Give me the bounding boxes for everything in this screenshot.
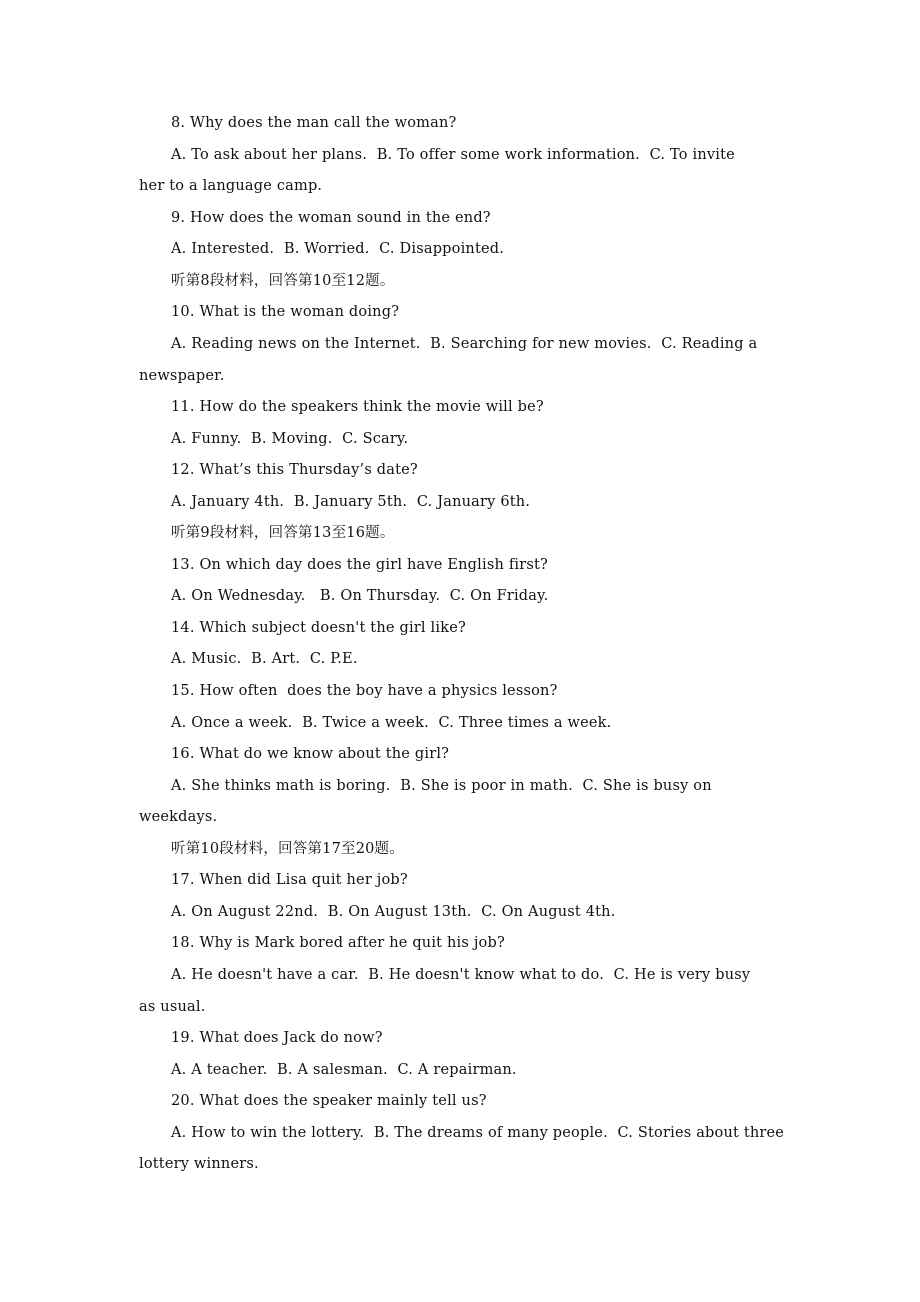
options-8-continued: her to a language camp.: [139, 178, 323, 194]
options-13: A. On Wednesday. B. On Thursday. C. On Friday.: [171, 588, 549, 604]
options-14: A. Music. B. Art. C. P.E.: [171, 651, 358, 667]
section-heading-9: 听第9段材料，回答第13至16题。: [171, 525, 395, 541]
options-10-continued: newspaper.: [139, 368, 225, 384]
options-15: A. Once a week. B. Twice a week. C. Three times a week.: [171, 715, 612, 731]
section-heading-8: 听第8段材料，回答第10至12题。: [171, 273, 395, 289]
question-20: 20. What does the speaker mainly tell us?: [171, 1093, 487, 1109]
options-20-continued: lottery winners.: [139, 1156, 259, 1172]
options-8: A. To ask about her plans. B. To offer some work information. C. To invite: [171, 147, 735, 163]
options-18: A. He doesn't have a car. B. He doesn't know what to do. C. He is very busy: [171, 967, 751, 983]
question-12: 12. What’s this Thursday’s date?: [171, 462, 418, 478]
options-19: A. A teacher. B. A salesman. C. A repairman.: [171, 1062, 517, 1078]
options-16-continued: weekdays.: [139, 809, 218, 825]
options-11: A. Funny. B. Moving. C. Scary.: [171, 431, 409, 447]
options-17: A. On August 22nd. B. On August 13th. C. On August 4th.: [171, 904, 616, 920]
question-17: 17. When did Lisa quit her job?: [171, 872, 408, 888]
question-13: 13. On which day does the girl have English first?: [171, 557, 548, 573]
question-10: 10. What is the woman doing?: [171, 304, 400, 320]
question-16: 16. What do we know about the girl?: [171, 746, 450, 762]
options-20: A. How to win the lottery. B. The dreams of many people. C. Stories about three: [171, 1125, 785, 1141]
question-19: 19. What does Jack do now?: [171, 1030, 383, 1046]
question-11: 11. How do the speakers think the movie will be?: [171, 399, 544, 415]
question-15: 15. How often does the boy have a physics lesson?: [171, 683, 558, 699]
options-18-continued: as usual.: [139, 999, 206, 1015]
question-8: 8. Why does the man call the woman?: [171, 115, 457, 131]
section-heading-10: 听第10段材料，回答第17至20题。: [171, 841, 404, 857]
options-12: A. January 4th. B. January 5th. C. January 6th.: [171, 494, 531, 510]
options-9: A. Interested. B. Worried. C. Disappointed.: [171, 241, 505, 257]
question-9: 9. How does the woman sound in the end?: [171, 210, 491, 226]
options-16: A. She thinks math is boring. B. She is poor in math. C. She is busy on: [171, 778, 712, 794]
question-18: 18. Why is Mark bored after he quit his job?: [171, 935, 505, 951]
question-14: 14. Which subject doesn't the girl like?: [171, 620, 466, 636]
options-10: A. Reading news on the Internet. B. Searching for new movies. C. Reading a: [171, 336, 758, 352]
